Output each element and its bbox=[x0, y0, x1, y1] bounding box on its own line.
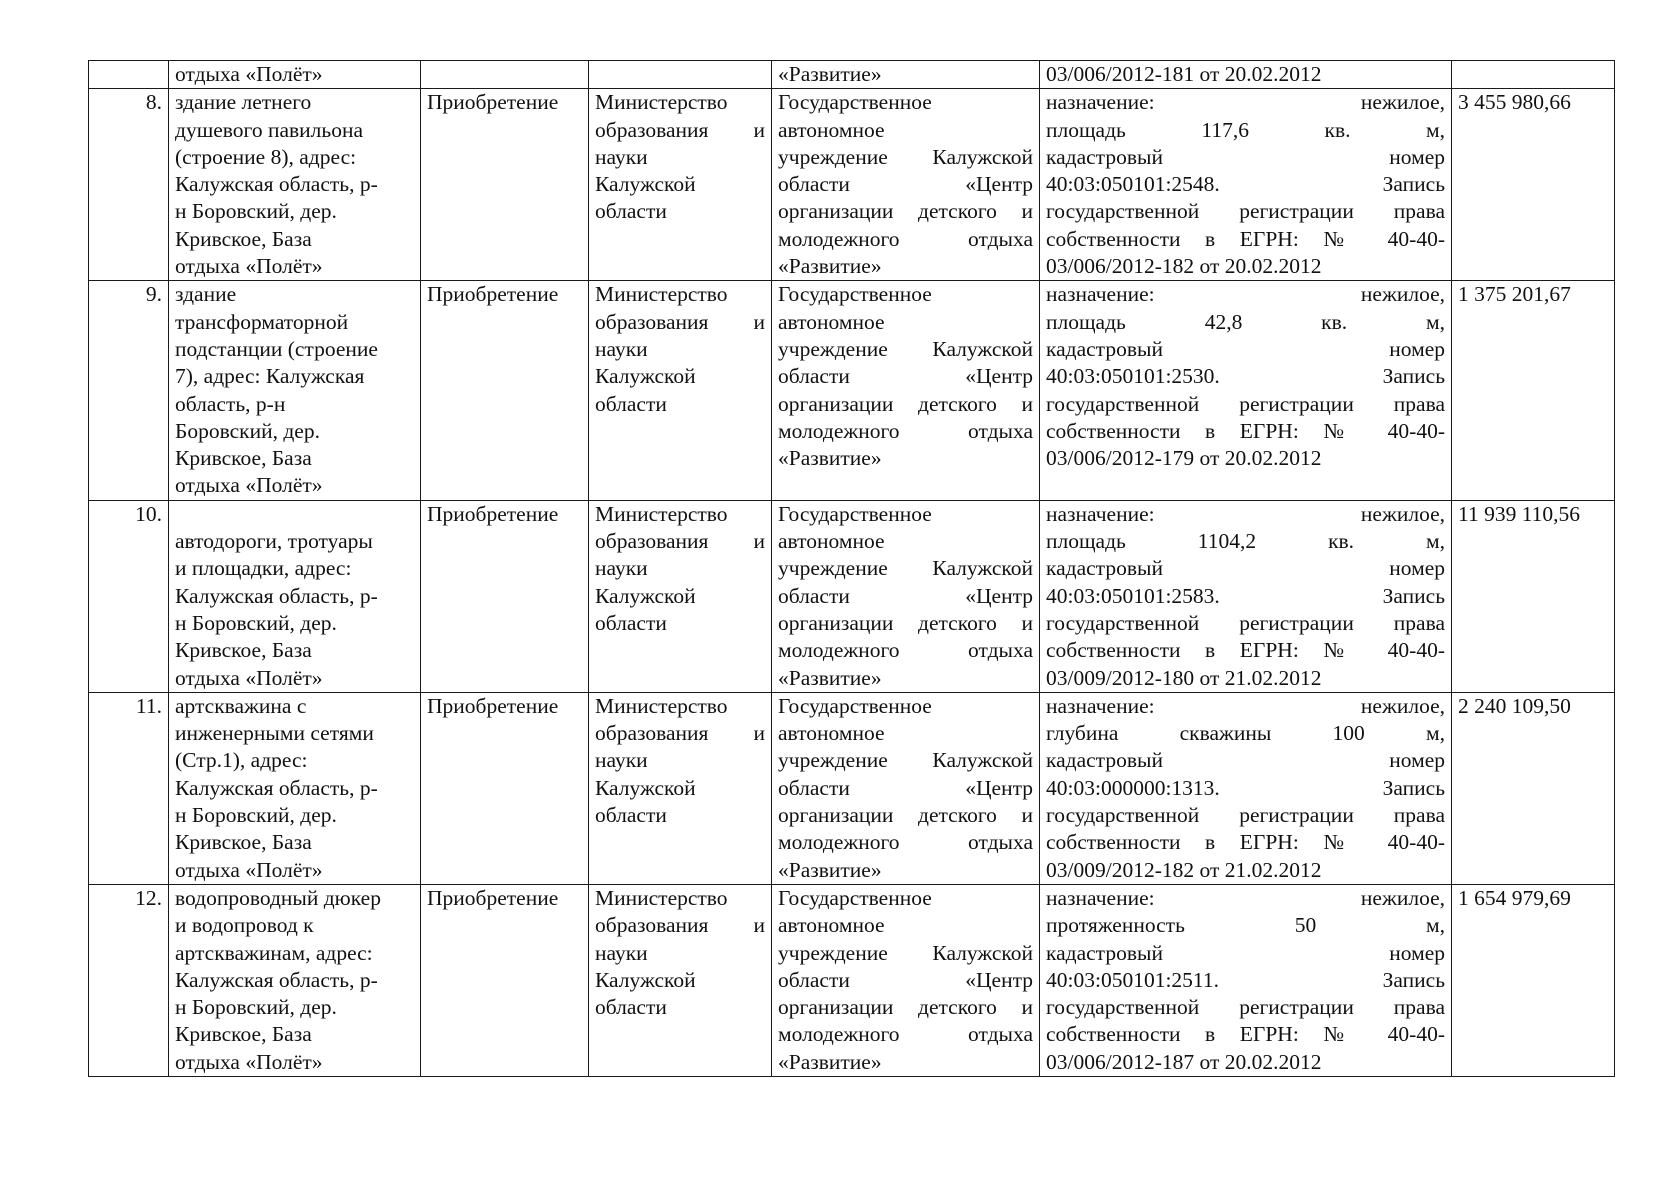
holder-line: Государственное bbox=[778, 693, 932, 718]
details-line: протяженность 50 м, bbox=[1046, 913, 1445, 938]
name-line: Кривское, База bbox=[175, 226, 312, 251]
name-line: отдыха «Полёт» bbox=[175, 62, 323, 86]
details-line: кадастровый номер bbox=[1046, 144, 1445, 169]
holder-line: автономное bbox=[778, 529, 885, 554]
holder-line: области «Центр bbox=[778, 364, 1033, 389]
name-line: трансформаторной bbox=[175, 309, 349, 334]
name-line: Калужская область, р- bbox=[175, 775, 378, 800]
details-line: собственности в ЕГРН: № 40-40- bbox=[1046, 226, 1445, 251]
cost-cell bbox=[1452, 61, 1615, 89]
details-cell bbox=[1040, 692, 1452, 884]
holder-line: области «Центр bbox=[778, 172, 1033, 197]
name-line: и площадки, адрес: bbox=[175, 556, 352, 581]
holder-line: учреждение Калужской bbox=[778, 940, 1033, 965]
name-line: душевого павильона bbox=[175, 117, 363, 142]
holder-line: организации детского и bbox=[778, 803, 1033, 828]
name-line: н Боровский, дер. bbox=[175, 610, 337, 635]
holder-line: организации детского и bbox=[778, 391, 1033, 416]
details-cell bbox=[1040, 89, 1452, 281]
holder-line: молодежного отдыха bbox=[778, 226, 1033, 251]
row-number: 10. bbox=[135, 501, 162, 526]
name-line: н Боровский, дер. bbox=[175, 803, 337, 828]
details-line: 03/006/2012-179 от 20.02.2012 bbox=[1046, 446, 1322, 471]
details-line: 03/009/2012-180 от 21.02.2012 bbox=[1046, 665, 1322, 690]
row-number-cell bbox=[89, 884, 169, 1076]
property-register-table bbox=[88, 60, 1615, 1077]
row-number-cell bbox=[89, 692, 169, 884]
name-line: Кривское, База bbox=[175, 830, 312, 855]
name-line: и водопровод к bbox=[175, 913, 314, 938]
owner-cell bbox=[589, 884, 772, 1076]
holder-line: учреждение Калужской bbox=[778, 748, 1033, 773]
owner-line: Калужской bbox=[595, 172, 696, 197]
owner-line: Министерство bbox=[595, 90, 728, 115]
details-line: собственности в ЕГРН: № 40-40- bbox=[1046, 1022, 1445, 1047]
row-number-cell bbox=[89, 281, 169, 500]
owner-line: науки bbox=[595, 748, 648, 773]
name-line: Кривское, База bbox=[175, 1022, 312, 1047]
basis-text: Приобретение bbox=[427, 282, 559, 307]
details-line: собственности в ЕГРН: № 40-40- bbox=[1046, 418, 1445, 443]
name-line: Калужская область, р- bbox=[175, 583, 378, 608]
owner-line: области bbox=[595, 610, 667, 635]
holder-line: «Развитие» bbox=[778, 254, 882, 279]
owner-line: области bbox=[595, 803, 667, 828]
basis-text: Приобретение bbox=[427, 885, 559, 910]
table-row bbox=[89, 692, 1615, 884]
holder-cell bbox=[772, 281, 1040, 500]
owner-cell bbox=[589, 89, 772, 281]
owner-line: Калужской bbox=[595, 967, 696, 992]
details-line: 40:03:050101:2530. Запись bbox=[1046, 364, 1445, 389]
details-cell bbox=[1040, 61, 1452, 89]
owner-line: науки bbox=[595, 144, 648, 169]
holder-line: организации детского и bbox=[778, 199, 1033, 224]
row-number: 12. bbox=[135, 885, 162, 910]
cost-value: 1 654 979,69 bbox=[1458, 885, 1571, 910]
name-line: артскважинам, адрес: bbox=[175, 940, 373, 965]
basis-cell bbox=[421, 692, 589, 884]
name-line: отдыха «Полёт» bbox=[175, 473, 323, 498]
cost-cell bbox=[1452, 500, 1615, 692]
holder-line: учреждение Калужской bbox=[778, 556, 1033, 581]
holder-line: молодежного отдыха bbox=[778, 418, 1033, 443]
basis-cell bbox=[421, 281, 589, 500]
holder-line: учреждение Калужской bbox=[778, 144, 1033, 169]
cost-value: 11 939 110,56 bbox=[1458, 501, 1581, 526]
name-line: н Боровский, дер. bbox=[175, 199, 337, 224]
details-line: 03/006/2012-182 от 20.02.2012 bbox=[1046, 254, 1322, 279]
holder-line: организации детского и bbox=[778, 610, 1033, 635]
register-body bbox=[89, 61, 1615, 1077]
details-line: 40:03:050101:2511. Запись bbox=[1046, 967, 1445, 992]
details-line: 40:03:050101:2548. Запись bbox=[1046, 172, 1445, 197]
owner-line: образования и bbox=[595, 721, 765, 746]
holder-line: «Развитие» bbox=[778, 62, 882, 86]
owner-cell bbox=[589, 692, 772, 884]
owner-line: образования и bbox=[595, 309, 765, 334]
row-number-cell bbox=[89, 500, 169, 692]
owner-line: образования и bbox=[595, 117, 765, 142]
holder-cell bbox=[772, 884, 1040, 1076]
table-row bbox=[89, 884, 1615, 1076]
name-line: Калужская область, р- bbox=[175, 172, 378, 197]
details-line: 40:03:050101:2583. Запись bbox=[1046, 583, 1445, 608]
table-row bbox=[89, 61, 1615, 89]
holder-line: «Развитие» bbox=[778, 1049, 882, 1074]
row-number: 8. bbox=[145, 90, 162, 115]
details-line: 03/006/2012-187 от 20.02.2012 bbox=[1046, 1049, 1322, 1074]
holder-line: «Развитие» bbox=[778, 665, 882, 690]
details-line: государственной регистрации права bbox=[1046, 199, 1445, 224]
cost-cell bbox=[1452, 89, 1615, 281]
holder-cell bbox=[772, 61, 1040, 89]
holder-line: молодежного отдыха bbox=[778, 830, 1033, 855]
details-line: государственной регистрации права bbox=[1046, 995, 1445, 1020]
name-line: отдыха «Полёт» bbox=[175, 254, 323, 279]
details-line: 03/009/2012-182 от 21.02.2012 bbox=[1046, 857, 1322, 882]
holder-line: «Развитие» bbox=[778, 446, 882, 471]
holder-line: Государственное bbox=[778, 501, 932, 526]
name-line: Кривское, База bbox=[175, 446, 312, 471]
holder-line: автономное bbox=[778, 913, 885, 938]
owner-line: Министерство bbox=[595, 501, 728, 526]
name-line: (Стр.1), адрес: bbox=[175, 748, 308, 773]
details-line: собственности в ЕГРН: № 40-40- bbox=[1046, 830, 1445, 855]
owner-line: области bbox=[595, 995, 667, 1020]
object-name-cell bbox=[169, 61, 421, 89]
owner-line: образования и bbox=[595, 529, 765, 554]
holder-cell bbox=[772, 692, 1040, 884]
details-line: кадастровый номер bbox=[1046, 940, 1445, 965]
name-line bbox=[175, 501, 414, 528]
name-line: Боровский, дер. bbox=[175, 418, 320, 443]
object-name-cell bbox=[169, 884, 421, 1076]
details-line: площадь 42,8 кв. м, bbox=[1046, 309, 1445, 334]
owner-line: науки bbox=[595, 940, 648, 965]
details-line: 03/006/2012-181 от 20.02.2012 bbox=[1046, 62, 1322, 86]
object-name-cell bbox=[169, 692, 421, 884]
name-line: Кривское, База bbox=[175, 638, 312, 663]
name-line: Калужская область, р- bbox=[175, 967, 378, 992]
owner-line: области bbox=[595, 391, 667, 416]
basis-cell bbox=[421, 500, 589, 692]
name-line: отдыха «Полёт» bbox=[175, 1049, 323, 1074]
name-line: автодороги, тротуары bbox=[175, 529, 373, 554]
details-line: назначение: нежилое, bbox=[1046, 90, 1445, 115]
table-row bbox=[89, 500, 1615, 692]
holder-line: Государственное bbox=[778, 90, 932, 115]
details-line: кадастровый номер bbox=[1046, 556, 1445, 581]
details-line: глубина скважины 100 м, bbox=[1046, 721, 1445, 746]
name-line: подстанции (строение bbox=[175, 336, 378, 361]
details-line: площадь 1104,2 кв. м, bbox=[1046, 529, 1445, 554]
owner-line: образования и bbox=[595, 913, 765, 938]
name-line: н Боровский, дер. bbox=[175, 995, 337, 1020]
table-row bbox=[89, 281, 1615, 500]
holder-line: автономное bbox=[778, 117, 885, 142]
basis-cell bbox=[421, 89, 589, 281]
name-line: отдыха «Полёт» bbox=[175, 665, 323, 690]
cost-value: 3 455 980,66 bbox=[1458, 90, 1571, 115]
details-line: назначение: нежилое, bbox=[1046, 885, 1445, 910]
owner-line: Калужской bbox=[595, 364, 696, 389]
owner-line: Калужской bbox=[595, 583, 696, 608]
details-cell bbox=[1040, 281, 1452, 500]
details-line: 40:03:000000:1313. Запись bbox=[1046, 775, 1445, 800]
cost-cell bbox=[1452, 884, 1615, 1076]
owner-cell bbox=[589, 281, 772, 500]
name-line: здание летнего bbox=[175, 90, 312, 115]
row-number-cell bbox=[89, 61, 169, 89]
name-line: (строение 8), адрес: bbox=[175, 144, 357, 169]
holder-line: автономное bbox=[778, 721, 885, 746]
holder-line: Государственное bbox=[778, 282, 932, 307]
owner-cell bbox=[589, 500, 772, 692]
basis-cell bbox=[421, 61, 589, 89]
details-line: назначение: нежилое, bbox=[1046, 282, 1445, 307]
details-line: кадастровый номер bbox=[1046, 336, 1445, 361]
holder-line: области «Центр bbox=[778, 583, 1033, 608]
holder-line: «Развитие» bbox=[778, 857, 882, 882]
holder-line: учреждение Калужской bbox=[778, 336, 1033, 361]
holder-cell bbox=[772, 500, 1040, 692]
owner-line: Министерство bbox=[595, 885, 728, 910]
object-name-cell bbox=[169, 89, 421, 281]
holder-line: автономное bbox=[778, 309, 885, 334]
table-row bbox=[89, 89, 1615, 281]
details-line: государственной регистрации права bbox=[1046, 391, 1445, 416]
details-cell bbox=[1040, 884, 1452, 1076]
holder-line: области «Центр bbox=[778, 775, 1033, 800]
basis-cell bbox=[421, 884, 589, 1076]
object-name-cell bbox=[169, 500, 421, 692]
basis-text: Приобретение bbox=[427, 693, 559, 718]
name-line: водопроводный дюкер bbox=[175, 885, 381, 910]
name-line: 7), адрес: Калужская bbox=[175, 364, 365, 389]
basis-text: Приобретение bbox=[427, 501, 559, 526]
cost-value: 2 240 109,50 bbox=[1458, 693, 1571, 718]
basis-text: Приобретение bbox=[427, 90, 559, 115]
holder-line: Государственное bbox=[778, 885, 932, 910]
name-line: инженерными сетями bbox=[175, 721, 374, 746]
owner-line: Калужской bbox=[595, 775, 696, 800]
details-line: назначение: нежилое, bbox=[1046, 501, 1445, 526]
cost-cell bbox=[1452, 692, 1615, 884]
name-line: артскважина с bbox=[175, 693, 307, 718]
details-line: кадастровый номер bbox=[1046, 748, 1445, 773]
owner-line: Министерство bbox=[595, 693, 728, 718]
details-line: государственной регистрации права bbox=[1046, 610, 1445, 635]
cost-cell bbox=[1452, 281, 1615, 500]
row-number-cell bbox=[89, 89, 169, 281]
row-number: 9. bbox=[145, 282, 162, 307]
owner-cell bbox=[589, 61, 772, 89]
details-line: собственности в ЕГРН: № 40-40- bbox=[1046, 638, 1445, 663]
row-number: 11. bbox=[135, 693, 162, 718]
details-line: назначение: нежилое, bbox=[1046, 693, 1445, 718]
owner-line: науки bbox=[595, 556, 648, 581]
name-line: здание bbox=[175, 282, 237, 307]
owner-line: Министерство bbox=[595, 282, 728, 307]
holder-line: области «Центр bbox=[778, 967, 1033, 992]
details-line: площадь 117,6 кв. м, bbox=[1046, 117, 1445, 142]
details-cell bbox=[1040, 500, 1452, 692]
holder-line: организации детского и bbox=[778, 995, 1033, 1020]
owner-line: науки bbox=[595, 336, 648, 361]
object-name-cell bbox=[169, 281, 421, 500]
holder-cell bbox=[772, 89, 1040, 281]
cost-value: 1 375 201,67 bbox=[1458, 282, 1571, 307]
name-line: область, р-н bbox=[175, 391, 286, 416]
holder-line: молодежного отдыха bbox=[778, 1022, 1033, 1047]
holder-line: молодежного отдыха bbox=[778, 638, 1033, 663]
name-line: отдыха «Полёт» bbox=[175, 857, 323, 882]
details-line: государственной регистрации права bbox=[1046, 803, 1445, 828]
owner-line: области bbox=[595, 199, 667, 224]
